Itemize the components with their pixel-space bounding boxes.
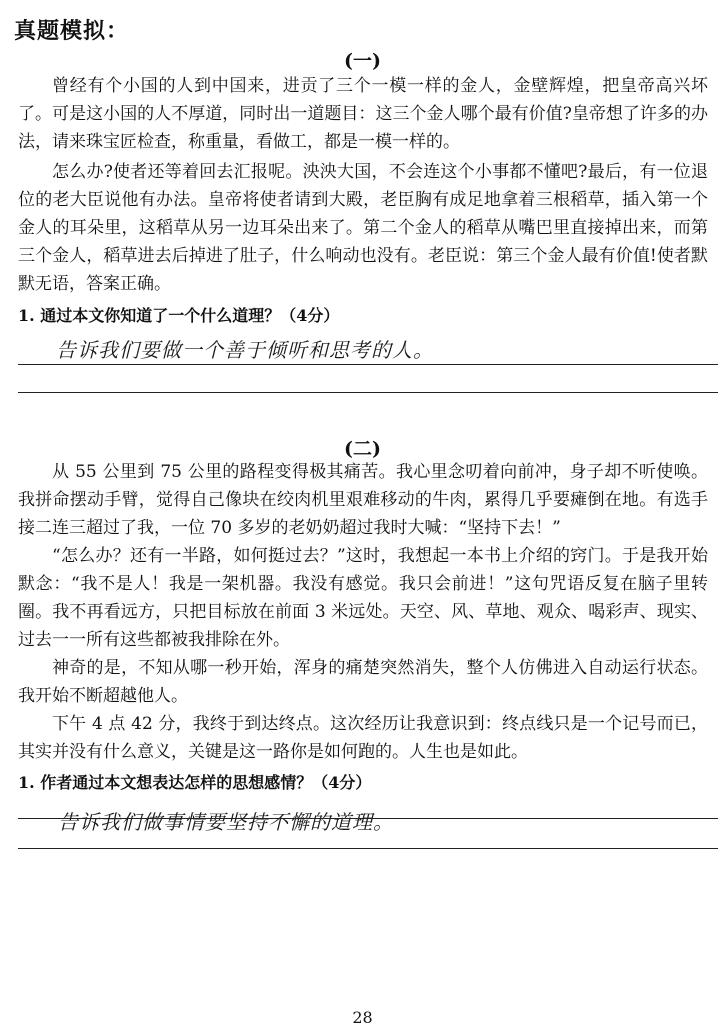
answer-line bbox=[18, 848, 718, 849]
section-1-paragraph-2: 怎么办?使者还等着回去汇报呢。泱泱大国，不会连这个小事都不懂吧?最后，有一位退位的老大臣说他有办法。皇帝将使者请到大殿，老臣胸有成足地拿着三根稻草，插入第一个金人的耳朵里，这稻草从另一边耳朵出来了。第二个金人的稻草从嘴巴里直接掉出来，而第三个金人，稻草进去后掉进了肚子，什么响动也没有。老臣说：第三个金人最有价值!使者默默无语，答案正确。 bbox=[18, 162, 708, 294]
page-title: 真题模拟： bbox=[14, 19, 130, 44]
answer-line bbox=[18, 364, 718, 365]
section-2-paragraph-3: 神奇的是，不知从哪一秒开始，浑身的痛楚突然消失，整个人仿佛进入自动运行状态。我开始不断超越他人。 bbox=[18, 658, 708, 706]
section-2-paragraph-4: 下午 4 点 42 分，我终于到达终点。这次经历让我意识到：终点线只是一个记号而已，其实并没有什么意义，关键是这一路你是如何跑的。人生也是如此。 bbox=[18, 714, 708, 762]
section-2-question: 1. 作者通过本文想表达怎样的思想感情？（4分） bbox=[18, 773, 372, 792]
section-1-answer-handwriting: 告诉我们要做一个善于倾听和思考的人。 bbox=[56, 338, 434, 362]
section-1-title: (一) bbox=[344, 50, 381, 72]
section-2-paragraph-2: “怎么办？还有一半路，如何挺过去？”这时，我想起一本书上介绍的窍门。于是我开始默念：“我不是人！我是一架机器。我没有感觉。我只会前进！”这句咒语反复在脑子里转圈。我不再看远方，只把目标放在前面 3 米远处。天空、风、草地、观众、喝彩声、现实、过去一一所有这些都被我排除在外。 bbox=[18, 546, 708, 650]
page-number: 28 bbox=[352, 1008, 373, 1027]
section-2-title: (二) bbox=[344, 438, 381, 460]
answer-line bbox=[18, 818, 718, 819]
section-1-paragraph-1: 曾经有个小国的人到中国来，进贡了三个一模一样的金人，金壁辉煌，把皇帝高兴坏了。可是这小国的人不厚道，同时出一道题目：这三个金人哪个最有价值?皇帝想了许多的办法，请来珠宝匠检查，称重量，看做工，都是一模一样的。 bbox=[18, 76, 708, 152]
section-2-paragraph-1: 从 55 公里到 75 公里的路程变得极其痛苦。我心里念叨着向前冲，身子却不听使唤。我拼命摆动手臂，觉得自己像块在绞肉机里艰难移动的牛肉，累得几乎要瘫倒在地。有选手接二连三超过了我，一位 70 多岁的老奶奶超过我时大喊：“坚持下去！” bbox=[18, 462, 708, 538]
section-1-question: 1. 通过本文你知道了一个什么道理？（4分） bbox=[18, 306, 340, 325]
section-2-answer-handwriting: 告诉我们做事情要坚持不懈的道理。 bbox=[58, 810, 394, 834]
answer-line bbox=[18, 392, 718, 393]
